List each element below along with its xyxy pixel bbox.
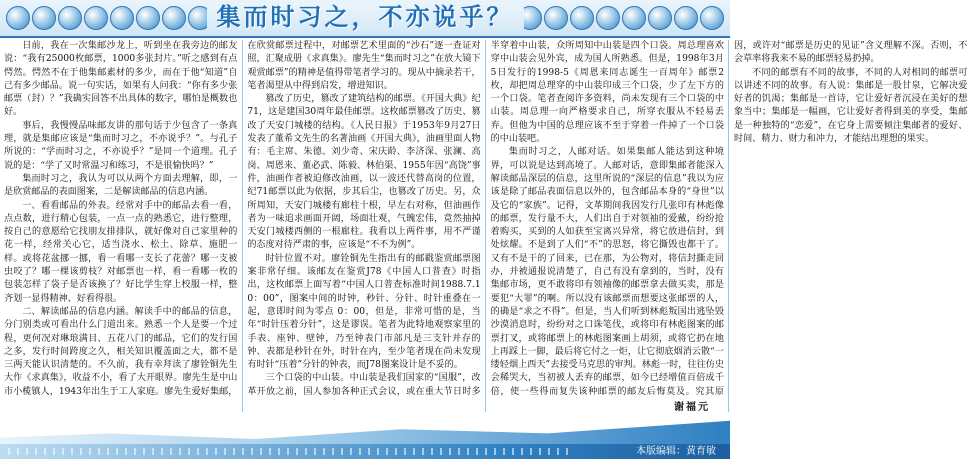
paragraph: 篡改了历史，篡改了建筑结构的邮票。《开国大典》纪71，这是建国30周年最佳邮票。这枚邮票篡改了历史、篡改了天安门城楼的结构。《人民日报》于1953年9月27日发表了董希文先生的名著油画《开国大典》，油画里面人物有：毛主席、朱德、刘少奇、宋庆龄、李济深、张澜、高岗、周恩来、董必武、陈毅、林伯渠、1955年因“高饶”事件，油画作者被迫修改油画，以一波还代替高岗的位置，纪71邮票以此为依据，步其后尘，也篡改了历史。另，众所周知，天安门城楼有廊柱十根，早左右对称，但油画作者为一味追求画面开阔，场面壮观，气魄宏伟，竟然抽掉天安门城楼西侧的一根廊柱。我看以上两件事，用不严谨的态度对待严肃的事，应该是“不不为例”。 <box>247 94 481 251</box>
footer-wave <box>0 418 730 446</box>
editor-credit: 本版编辑：黄育敏 <box>636 446 716 457</box>
paragraph: 时针位置不对。廖铨铜先生指出有的邮戳鉴赏邮票图案非常仔细。该邮友在鉴赏J78《中国人口普查》时指出，这枚邮票上面写着“中国人口普查标准时间1988.7.1 0：00”，图案中间的时钟，秒针、分针、时针重叠在一起，意即时间为零点 0：00，但是，非常可惜的是，当年“时针压着分针”，这是谬误。笔者为此特地观察家里的手表、座钟、壁钟，乃至钟表门市部凡是三支针并存的钟、表都是秒针在外，时针在内，至少笔者现在尚未发现有时针“压着”分针的钟表，而J78图案设计是不妥的。 <box>247 253 481 371</box>
paragraph: 事后，我慢慢品味邮友讲的那句话于少包含了一条真理，就是集邮应该是“集而时习之，不亦说乎？”。与孔子所说的：“学而时习之，不亦说乎？”是同一个道理。孔子说的是：“学了又时常温习和练习，不是很愉快吗？” <box>4 120 238 171</box>
paragraph: 集而时习之，我认为可以从两个方面去理解，即，一是欣赏邮品的表面图案，二是解读邮品的信息内涵。 <box>4 173 238 198</box>
author-signature: 谢福元 <box>672 398 712 413</box>
paragraph: 三个口袋的中山装。中山装是我们国家的“国服”，改革开放之前，国人参加各种正式会议，或在重大节日时多半穿着中山装，众所周知中山装是四个口袋。周总理喜欢穿中山装会见外宾，成为国人所熟悉。但是，1998年3月5日发行的1998-5《周恩来同志诞生一百周年》邮票2枚，却把周总理穿的中山装印成三个口袋，少了左下方的一个口袋。笔者查阅许多资料，尚未发现有三个口袋的中山装。周总理一向严格要求自己，所穿衣服从不轻易丢弃。但他为中国的总理应该不至于穿着一件掉了一个口袋的中山装吧。 <box>247 41 724 397</box>
article-title <box>0 0 730 34</box>
article-columns <box>4 40 967 412</box>
paragraph: 一、看看邮品的外表。经常对手中的邮品去看一看，点点数，进行精心包装，一点一点的熟悉它，进行整理，按自己的意愿给它找朋友排排队，就好像对自己家里种的花一样，经常关心它，适当浇水、松土、除草、施肥一样。或将花盆挪一挪，看一看哪一支长了花蕾？哪一支被虫咬了？哪一棵该剪枝？对邮票也一样，看一看哪一枚的包装怎样了袋子是否该换了？好比学生穿上校服一样，整齐划一显得精神、好看得很。 <box>4 200 238 304</box>
paragraph: 二、解读邮品的信息内涵。解读手中的邮品的信息，分门别类或可看出什么门道出来。熟悉一个人是要一个过程，更何况对琳琅满目、五花八门的邮品，它们的发行国之多，发行时间跨度之久，相关知识覆盖面之大，都不是三两天能认识清楚的。不久前，我有幸拜读了廖铨铜先生大作《求真集》，收益不小，看了大开眼界。廖先生是中山市小榄镇人，1943年出生于工人家庭。廖先生爱好集邮，在欣赏邮票过程中，对邮票艺术里面的“沙石”逐一查证对照，汇聚成册《求真集》。廖先生“集而时习之”在放大镜下观赏邮票”的精神是值得带笔者学习的。现从中摘录若干，笔者渴望从中得到启发，增进知识。 <box>4 41 481 397</box>
footer-bar <box>0 444 730 459</box>
article-body <box>4 40 967 412</box>
title-banner <box>0 0 730 38</box>
paragraph: 集而时习之，人邮对话。如果集邮人能达到这种境界，可以说是达到高境了。人邮对话，意即集邮者能深入解读邮品深层的信息，这里所说的“深层的信息”我以为应该是除了邮品表面信息以外的，包含邮品本身的“身世”以及它的“家族”。记得，文革期间我因发行几张印有林彪像的邮票，发行量不大，人们出自于对领袖的爱戴，纷纷抢着购买，买到的人如获至宝离兴异常，将它放进信封，到处炫耀。不是到了人们“不”的思怒，将它撕毁也都干了。又有不是干的了回来，已在那，为公物对，将信封撕走回办，并被通报说清楚了，自己有没有拿到的，当时，没有集邮市场，更不敢将印有领袖像的邮票拿去做买卖，那是要犯“大罪”的啊。所以没有该邮票而想要这张邮票的人，的确是“求之不得”。但是，当人们听到林彪叛国出逃坠毁沙漠消息时，纷纷对之口诛笔伐，或将印有林彪图案的邮票打叉，或将邮票上的林彪图案画上胡须，或将它扔在地上再踩上一脚，最后将它付之一炬，让它彻底烟消云散“一缕轻烟上西天”去接受马克思的审判。林彪一时，往往仿史会稀哭大，当初被人丢弃的邮票，如今已经增值百倍成千倍，使一些得而复失该种邮票的邮友后悔莫及。究其原因，或许对“邮票是历史的见证”含义理解不深。否则，不会草率将我来不易的邮票轻易扔掉。 <box>490 41 967 397</box>
article-title-text: 集而时习之，不亦说乎？ <box>207 3 524 31</box>
paragraph: 不同的邮票有不同的故事，不同的人对相同的邮票可以讲述不同的故事。有人说：集邮是一股甘泉，它解决爱好者的饥渴；集邮是一首诗，它让爱好者沉浸在美好的想象当中；集邮是一幅画，它让爱好者得到美的享受，集邮是一种独特的“恋爱”，在它身上需要倾注集邮者的爱好、时间、精力、财力和冲力，才能结出理想的果实。 <box>733 67 967 145</box>
footer-band <box>0 418 730 459</box>
footer-ticks <box>8 448 568 455</box>
paragraph: 日前，我在一次集邮沙龙上，听到坐在我旁边的邮友说：“我有25000枚邮票，1000多张封片。”听之感到有点愕然。愕然不在于他集邮素材的多少，而在于他“知道”自己有多少邮品。说一句实话，如果有人问我：“你有多少张邮票（封）？”我确实回答不出具体的数字，哪怕是概数也好。 <box>4 41 238 118</box>
